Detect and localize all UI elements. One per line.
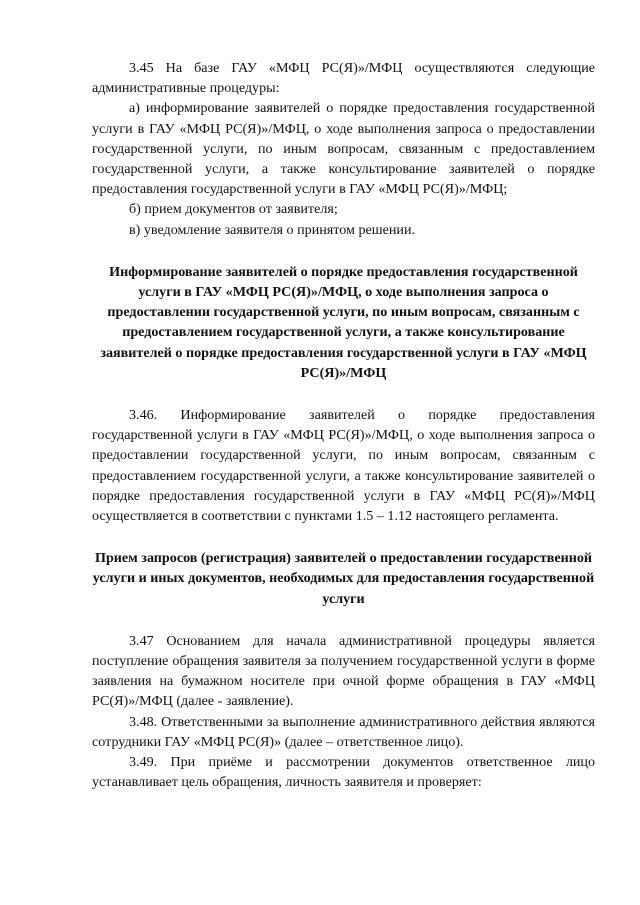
spacer xyxy=(92,609,595,631)
section-heading-informing: Информирование заявителей о порядке предоставления государственной услуги в ГАУ «МФЦ РС(Я)»/МФЦ, о ходе выполнения запроса о предоставлении государственной услуги, по иным вопросам, связанным с предоставлением государственной услуги, а также консультирование заявителей о порядке предоставления государственной услуги в ГАУ «МФЦ РС(Я)»/МФЦ xyxy=(100,263,587,381)
paragraph-3-46: 3.46. Информирование заявителей о порядке предоставления государственной услуги в ГАУ «МФЦ РС(Я)»/МФЦ, о ходе выполнения запроса о предоставлении государственной услуги, по иным вопросам, связанным с предоставлением государственной услуги, а также консультирование заявителей о порядке предоставления государственной услуги в ГАУ «МФЦ РС(Я)»/МФЦ осуществляется в соответствии с пунктами 1.5 – 1.12 настоящего регламента. xyxy=(92,407,595,525)
list-item-c: в) уведомление заявителя о принятом решении. xyxy=(129,221,416,238)
paragraph-3-49: 3.49. При приёме и рассмотрении документов ответственное лицо устанавливает цель обращения, личность заявителя и проверяет: xyxy=(92,754,595,791)
paragraph-3-48: 3.48. Ответственными за выполнение административного действия являются сотрудники ГАУ «МФЦ РС(Я)» (далее – ответственное лицо). xyxy=(92,713,595,750)
paragraph-3-47: 3.47 Основанием для начала административной процедуры является поступление обращения заявителя за получением государственной услуги в форме заявления на бумажном носителе при очной форме обращения в ГАУ «МФЦ РС(Я)»/МФЦ (далее - заявление). xyxy=(92,632,595,710)
list-item-b: б) прием документов от заявителя; xyxy=(129,201,338,218)
spacer xyxy=(92,383,595,405)
section-heading-reception: Прием запросов (регистрация) заявителей о предоставлении государственной услуги и иных документов, необходимых для предоставления государственной услуги xyxy=(92,550,595,607)
list-item-a: а) информирование заявителей о порядке предоставления государственной услуги в ГАУ «МФЦ РС(Я)»/МФЦ, о ходе выполнения запроса о предоставлении государственной услуги, по иным вопросам, связанным с предоставлением государственной услуги, а также консультирование заявителей о порядке предоставления государственной услуги в ГАУ «МФЦ РС(Я)»/МФЦ; xyxy=(92,100,595,198)
paragraph-3-45: 3.45 На базе ГАУ «МФЦ РС(Я)»/МФЦ осуществляются следующие административные процедуры: xyxy=(92,60,595,97)
spacer xyxy=(92,526,595,548)
document-page xyxy=(92,58,595,793)
spacer xyxy=(92,240,595,262)
